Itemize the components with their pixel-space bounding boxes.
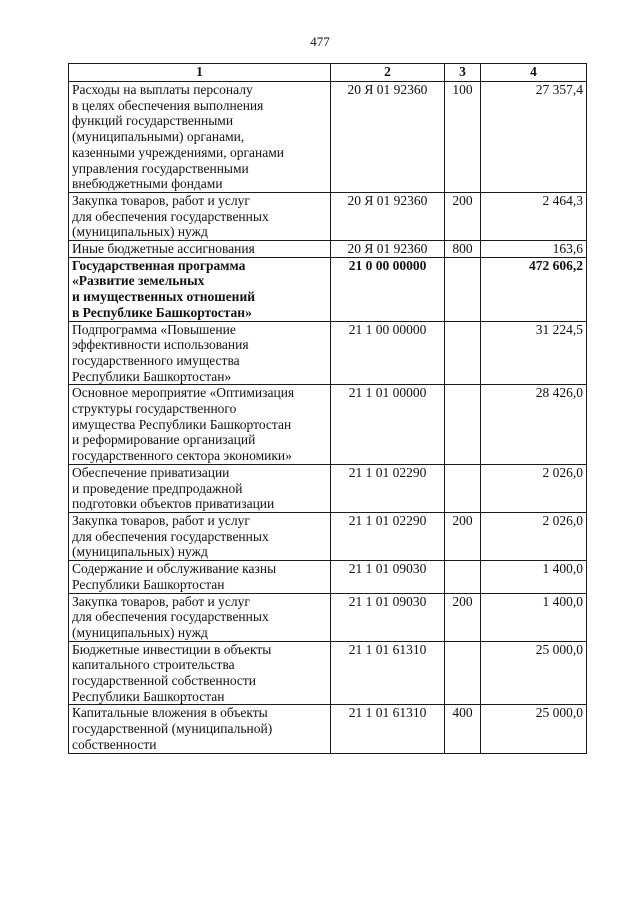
cell-expense-type — [445, 321, 481, 385]
header-type-column: 3 — [445, 64, 481, 82]
cell-expense-type — [445, 561, 481, 593]
cell-expense-type: 200 — [445, 192, 481, 240]
cell-target-code: 21 1 01 61310 — [331, 641, 445, 705]
cell-name: Закупка товаров, работ и услуг для обеспечения государственных (муниципальных) нужд — [69, 512, 331, 560]
table-row — [69, 641, 587, 705]
table-row — [69, 464, 587, 512]
cell-amount: 2 026,0 — [481, 512, 587, 560]
cell-amount: 1 400,0 — [481, 561, 587, 593]
cell-expense-type: 200 — [445, 512, 481, 560]
cell-name: Капитальные вложения в объекты государственной (муниципальной) собственности — [69, 705, 331, 753]
cell-expense-type — [445, 641, 481, 705]
cell-target-code: 21 1 01 61310 — [331, 705, 445, 753]
cell-amount: 472 606,2 — [481, 257, 587, 321]
cell-amount: 28 426,0 — [481, 385, 587, 465]
cell-target-code: 21 1 01 09030 — [331, 561, 445, 593]
cell-expense-type — [445, 257, 481, 321]
cell-name: Иные бюджетные ассигнования — [69, 241, 331, 258]
cell-expense-type: 100 — [445, 82, 481, 193]
cell-target-code: 21 1 01 00000 — [331, 385, 445, 465]
cell-expense-type — [445, 464, 481, 512]
budget-table — [68, 63, 587, 754]
table-row — [69, 192, 587, 240]
cell-name: Основное мероприятие «Оптимизация структуры государственного имущества Республики Башкортостан и реформирование организаций государственного сектора экономики» — [69, 385, 331, 465]
cell-target-code: 21 1 01 02290 — [331, 464, 445, 512]
page-number: 477 — [310, 34, 330, 49]
table-row — [69, 593, 587, 641]
cell-target-code: 21 1 01 02290 — [331, 512, 445, 560]
table-row — [69, 705, 587, 753]
cell-amount: 27 357,4 — [481, 82, 587, 193]
cell-amount: 2 026,0 — [481, 464, 587, 512]
cell-amount: 25 000,0 — [481, 641, 587, 705]
table-row — [69, 512, 587, 560]
cell-name: Закупка товаров, работ и услуг для обеспечения государственных (муниципальных) нужд — [69, 192, 331, 240]
table-header-row — [69, 64, 587, 82]
cell-target-code: 21 1 00 00000 — [331, 321, 445, 385]
table-row — [69, 561, 587, 593]
cell-expense-type: 200 — [445, 593, 481, 641]
cell-name: Государственная программа «Развитие земельных и имущественных отношений в Республике Башкортостан» — [69, 257, 331, 321]
cell-name: Содержание и обслуживание казны Республики Башкортостан — [69, 561, 331, 593]
header-name-column: 1 — [69, 64, 331, 82]
cell-name: Обеспечение приватизации и проведение предпродажной подготовки объектов приватизации — [69, 464, 331, 512]
cell-name: Закупка товаров, работ и услуг для обеспечения государственных (муниципальных) нужд — [69, 593, 331, 641]
cell-amount: 25 000,0 — [481, 705, 587, 753]
cell-target-code: 21 0 00 00000 — [331, 257, 445, 321]
table-row — [69, 385, 587, 465]
cell-target-code: 20 Я 01 92360 — [331, 192, 445, 240]
cell-amount: 163,6 — [481, 241, 587, 258]
table-row — [69, 321, 587, 385]
cell-amount: 2 464,3 — [481, 192, 587, 240]
cell-target-code: 21 1 01 09030 — [331, 593, 445, 641]
table-row — [69, 82, 587, 193]
cell-target-code: 20 Я 01 92360 — [331, 241, 445, 258]
table-row — [69, 241, 587, 258]
cell-expense-type — [445, 385, 481, 465]
cell-name: Подпрограмма «Повышение эффективности использования государственного имущества Республики Башкортостан» — [69, 321, 331, 385]
cell-expense-type: 400 — [445, 705, 481, 753]
cell-amount: 1 400,0 — [481, 593, 587, 641]
header-code-column: 2 — [331, 64, 445, 82]
cell-name: Расходы на выплаты персоналу в целях обеспечения выполнения функций государственными (муниципальными) органами, казенными учреждениями, органами управления государственными внебюджетными фондами — [69, 82, 331, 193]
table-row — [69, 257, 587, 321]
header-amount-column: 4 — [481, 64, 587, 82]
cell-expense-type: 800 — [445, 241, 481, 258]
cell-amount: 31 224,5 — [481, 321, 587, 385]
cell-name: Бюджетные инвестиции в объекты капитального строительства государственной собственности Республики Башкортостан — [69, 641, 331, 705]
cell-target-code: 20 Я 01 92360 — [331, 82, 445, 193]
